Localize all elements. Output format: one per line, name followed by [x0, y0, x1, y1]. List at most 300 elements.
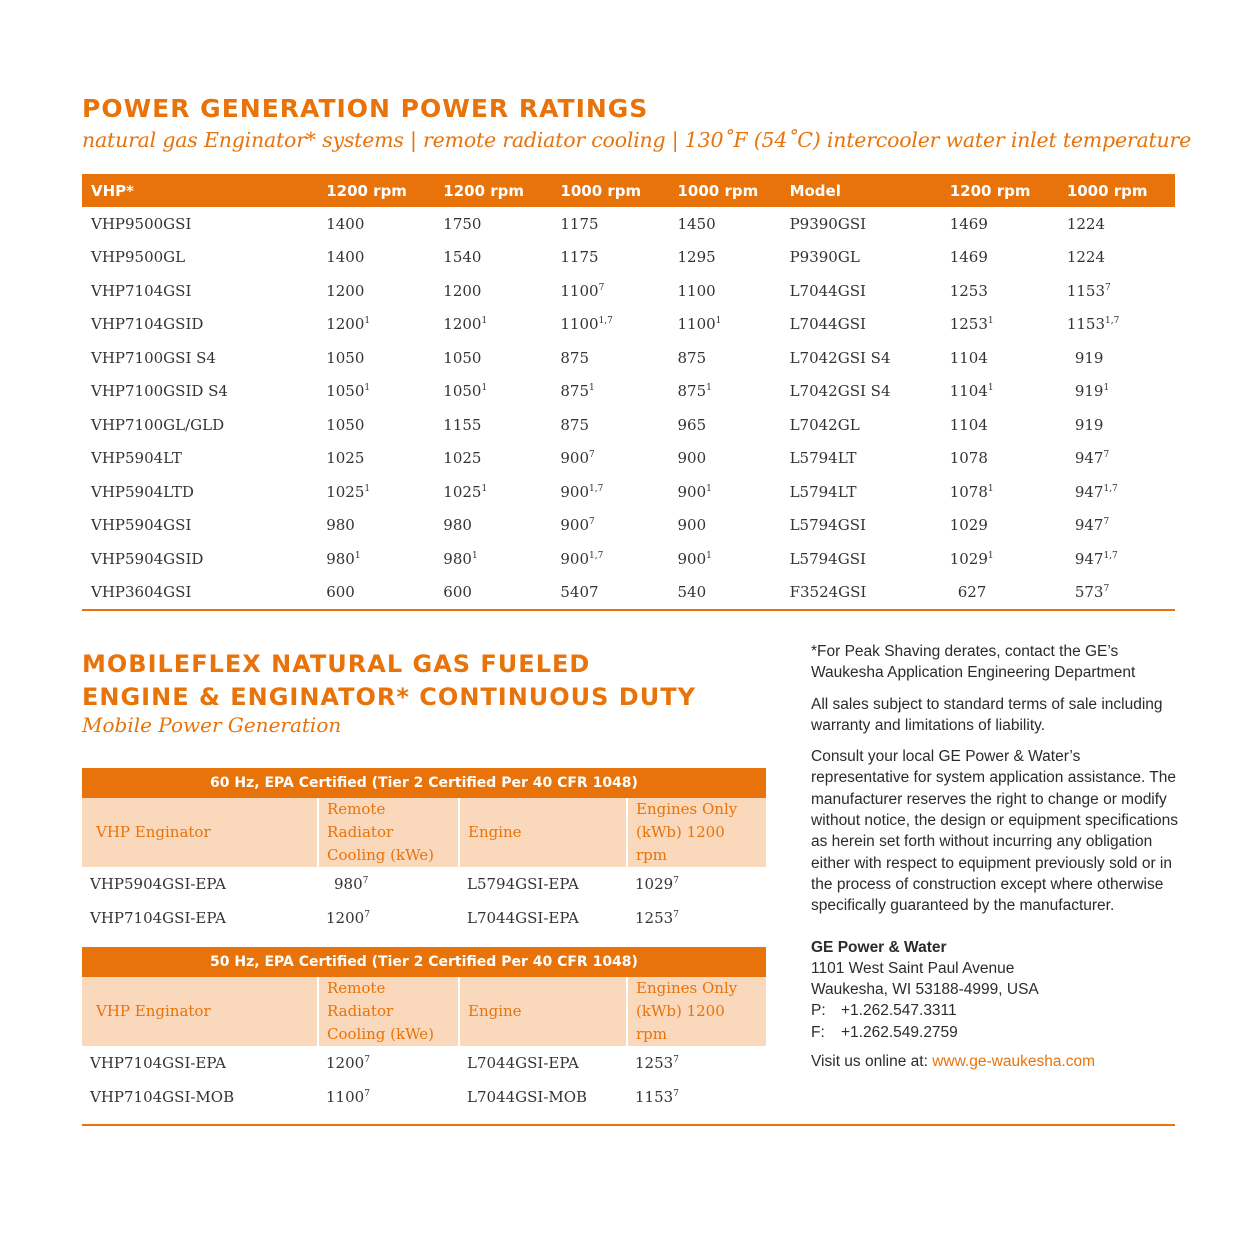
cell-vhp-model	[82, 308, 312, 342]
visit-line	[811, 1051, 1181, 1072]
cell-value: VHP9500GSI	[91, 214, 192, 233]
cell-remote-radiator-kwe	[318, 1080, 459, 1114]
fax-label: F:	[811, 1023, 825, 1041]
cell-value: 1175	[560, 248, 599, 267]
footnote-marker: 1,7	[1103, 550, 1118, 561]
table-title-row	[82, 947, 766, 977]
cell-model-1000rpm	[1058, 308, 1175, 342]
cell-vhp-1000rpm-a	[546, 475, 663, 509]
cell-value: L7044GSI-EPA	[467, 1054, 579, 1072]
footnote-marker: 7	[364, 1089, 370, 1099]
footnote-marker: 1	[364, 483, 371, 494]
cell-vhp-1200rpm-b	[429, 475, 546, 509]
cell-value: 919	[1074, 415, 1104, 434]
header-remote-radiator: Remote Radiator Cooling (kWe)	[318, 798, 459, 867]
cell-model-1200rpm	[941, 241, 1058, 275]
cell-value: 1104	[949, 415, 988, 434]
cell-vhp-1000rpm-a	[546, 375, 663, 409]
footnote-marker: 1	[715, 316, 722, 327]
header-engine: Engine	[459, 977, 627, 1046]
cell-model-1200rpm	[941, 274, 1058, 308]
cell-value: 980	[326, 516, 355, 535]
cell-value: 5407	[560, 583, 599, 601]
cell-value: L7042GSI S4	[789, 382, 891, 401]
power-ratings-table	[82, 174, 1175, 611]
fax-number: +1.262.549.2759	[841, 1023, 958, 1041]
cell-value: 1100	[677, 315, 716, 334]
cell-model-1000rpm	[1058, 241, 1175, 275]
header-1200rpm-a: 1200 rpm	[312, 174, 429, 207]
cell-value: 1100	[677, 281, 716, 300]
peak-shaving-note: *For Peak Shaving derates, contact the GE’s Waukesha Application Engineering Department	[811, 643, 1136, 682]
cell-vhp-1000rpm-b	[663, 207, 780, 241]
cell-model	[781, 241, 941, 275]
cell-value: 875	[560, 348, 590, 367]
cell-value: 1750	[443, 214, 482, 233]
cell-model-1200rpm	[941, 475, 1058, 509]
cell-vhp-model	[82, 542, 312, 576]
cell-model-1000rpm	[1058, 274, 1175, 308]
cell-value: 980	[334, 875, 363, 893]
cell-value: L5794GSI	[789, 549, 866, 568]
cell-value: P9390GSI	[789, 214, 867, 233]
sales-terms-note: All sales subject to standard terms of sale including warranty and limitations of liability.	[811, 695, 1163, 734]
footnote-marker: 7	[1103, 450, 1110, 461]
cell-model-1200rpm	[941, 207, 1058, 241]
cell-value: VHP7104GSI	[91, 281, 192, 300]
cell-value: 947	[1074, 482, 1104, 501]
cell-value: 1029	[635, 875, 674, 893]
footnote-marker: 1	[987, 316, 994, 327]
power-ratings-body	[82, 207, 1175, 610]
cell-model-1000rpm	[1058, 341, 1175, 375]
cell-value: VHP7100GL/GLD	[91, 415, 225, 434]
cell-vhp-model	[82, 576, 312, 610]
header-engine: Engine	[459, 798, 627, 867]
cell-model-1200rpm	[941, 408, 1058, 442]
footnote-marker: 1,7	[598, 316, 613, 327]
cell-vhp-1000rpm-a	[546, 308, 663, 342]
section-title-mobileflex	[82, 648, 696, 714]
cell-vhp-model	[82, 341, 312, 375]
cell-vhp-model	[82, 408, 312, 442]
footnote-marker: 7	[673, 1089, 679, 1099]
cell-value: 573	[1074, 583, 1104, 601]
cell-vhp-1000rpm-b	[663, 241, 780, 275]
table-row	[82, 576, 1175, 610]
cell-value: 627	[957, 583, 987, 601]
header-vhp: VHP*	[82, 174, 312, 207]
cell-engine	[459, 1046, 627, 1080]
table-row	[82, 308, 1175, 342]
cell-model-1000rpm	[1058, 475, 1175, 509]
cell-value: VHP7100GSI S4	[91, 348, 216, 367]
cell-value: 1175	[560, 214, 599, 233]
cell-model	[781, 475, 941, 509]
cell-vhp-1000rpm-a	[546, 274, 663, 308]
header-model: Model	[781, 174, 941, 207]
cell-vhp-enginator	[82, 867, 318, 901]
cell-model	[781, 408, 941, 442]
cell-value: 1540	[443, 248, 482, 267]
table-header-row	[82, 174, 1175, 207]
header-vhp-enginator: VHP Enginator	[82, 977, 318, 1046]
footnote-marker: 7	[1103, 584, 1110, 594]
table-row	[82, 542, 1175, 576]
header-1000rpm-b: 1000 rpm	[663, 174, 780, 207]
cell-value: 900	[677, 516, 707, 535]
footnote-marker: 1,7	[589, 483, 604, 494]
cell-value: 1450	[677, 214, 716, 233]
website-link[interactable]: www.ge-waukesha.com	[932, 1053, 1096, 1071]
table-row	[82, 375, 1175, 409]
cell-model-1000rpm	[1058, 542, 1175, 576]
cell-model-1000rpm	[1058, 442, 1175, 476]
cell-vhp-1200rpm-b	[429, 274, 546, 308]
cell-value: 1025	[326, 482, 365, 501]
cell-value: 900	[677, 549, 707, 568]
cell-value: 1253	[635, 909, 674, 927]
cell-model	[781, 341, 941, 375]
footnote-marker: 7	[364, 1055, 370, 1065]
cell-model-1000rpm	[1058, 509, 1175, 543]
cell-value: 1078	[949, 449, 988, 468]
cell-vhp-enginator	[82, 901, 318, 935]
cell-value: 1100	[326, 1088, 365, 1106]
consult-note: Consult your local GE Power & Water’s representative for system application assistance. The manufacturer reserves the right to change or modify without notice, the design or equipment specifications as herein set forth without incurring any obligation either with respect to equipment previously sold or in the process of construction except where otherwise specifically guaranteed by the manufacturer.	[811, 748, 1179, 915]
cell-value: L7042GSI S4	[789, 348, 891, 367]
cell-value: L7042GL	[789, 415, 860, 434]
notes-column	[811, 641, 1181, 1082]
cell-model	[781, 442, 941, 476]
table-row	[82, 241, 1175, 275]
cell-value: 1078	[949, 482, 988, 501]
footnote-marker: 1	[481, 483, 488, 494]
footnote-marker: 7	[598, 282, 605, 293]
cell-value: 1104	[949, 348, 988, 367]
cell-vhp-1200rpm-a	[312, 375, 429, 409]
cell-value: 875	[560, 415, 590, 434]
cell-vhp-model	[82, 241, 312, 275]
cell-engine	[459, 1080, 627, 1114]
cell-vhp-1000rpm-a	[546, 241, 663, 275]
footnote-marker: 7	[673, 1055, 679, 1065]
cell-value: 980	[443, 549, 472, 568]
cell-value: 900	[560, 516, 590, 535]
footnote-marker: 1	[987, 550, 994, 561]
cell-vhp-1200rpm-b	[429, 542, 546, 576]
cell-engines-only-kwb	[627, 1046, 766, 1080]
cell-value: 1200	[326, 281, 365, 300]
cell-vhp-1000rpm-a	[546, 542, 663, 576]
cell-vhp-1000rpm-a	[546, 408, 663, 442]
cell-engine	[459, 867, 627, 901]
cell-vhp-1000rpm-b	[663, 408, 780, 442]
cell-value: 1224	[1066, 248, 1105, 267]
cell-vhp-1000rpm-b	[663, 308, 780, 342]
cell-model	[781, 274, 941, 308]
cell-value: 1050	[443, 348, 482, 367]
header-model-1000rpm: 1000 rpm	[1058, 174, 1175, 207]
cell-model	[781, 509, 941, 543]
header-vhp-enginator: VHP Enginator	[82, 798, 318, 867]
cell-model-1200rpm	[941, 375, 1058, 409]
cell-vhp-1200rpm-b	[429, 408, 546, 442]
cell-vhp-1200rpm-b	[429, 308, 546, 342]
cell-vhp-1000rpm-b	[663, 274, 780, 308]
header-1200rpm-b: 1200 rpm	[429, 174, 546, 207]
fax-line	[811, 1022, 1181, 1043]
cell-vhp-1200rpm-b	[429, 241, 546, 275]
cell-value: 540	[677, 583, 707, 601]
cell-value: 1153	[1066, 281, 1105, 300]
cell-value: 1050	[443, 382, 482, 401]
cell-value: 1104	[949, 382, 988, 401]
company-name: GE Power & Water	[811, 938, 947, 956]
footnote-marker: 1	[364, 383, 371, 394]
cell-value: 1200	[326, 315, 365, 334]
table-row	[82, 341, 1175, 375]
cell-value: 1050	[326, 382, 365, 401]
cell-value: 1253	[635, 1054, 674, 1072]
cell-engines-only-kwb	[627, 867, 766, 901]
footnote-marker: 1	[471, 550, 478, 561]
cell-value: 1025	[443, 482, 482, 501]
footnote-marker: 7	[673, 876, 679, 886]
cell-value: F3524GSI	[789, 583, 867, 601]
table-row	[82, 408, 1175, 442]
cell-model-1000rpm	[1058, 207, 1175, 241]
phone-line	[811, 1000, 1181, 1021]
footnote-marker: 7	[362, 876, 369, 886]
footnote-marker: 1	[364, 316, 371, 327]
cell-model-1200rpm	[941, 509, 1058, 543]
table-title-60hz: 60 Hz, EPA Certified (Tier 2 Certified Per 40 CFR 1048)	[82, 768, 766, 798]
cell-vhp-1200rpm-a	[312, 341, 429, 375]
cell-model-1000rpm	[1058, 375, 1175, 409]
cell-value: 919	[1074, 382, 1104, 401]
cell-vhp-1000rpm-a	[546, 207, 663, 241]
cell-value: 1295	[677, 248, 716, 267]
section-subtitle-mobile: Mobile Power Generation	[82, 713, 342, 737]
cell-value: 1153	[1066, 315, 1105, 334]
footnote-marker: 7	[589, 450, 595, 461]
cell-value: 900	[560, 549, 590, 568]
cell-value: 1469	[949, 248, 988, 267]
cell-vhp-1000rpm-b	[663, 375, 780, 409]
mobile-table-60hz	[82, 768, 766, 935]
cell-vhp-1200rpm-a	[312, 542, 429, 576]
cell-value: VHP5904GSID	[91, 549, 204, 568]
cell-vhp-1200rpm-b	[429, 509, 546, 543]
cell-model-1000rpm	[1058, 408, 1175, 442]
cell-vhp-model	[82, 207, 312, 241]
cell-model-1200rpm	[941, 341, 1058, 375]
cell-model	[781, 308, 941, 342]
footnote-marker: 1	[987, 483, 994, 494]
table-row	[82, 207, 1175, 241]
cell-value: 1200	[443, 315, 482, 334]
cell-remote-radiator-kwe	[318, 867, 459, 901]
section-title-power-ratings: POWER GENERATION POWER RATINGS	[82, 94, 649, 123]
cell-value: VHP7100GSID S4	[91, 382, 228, 401]
cell-value: 1400	[326, 214, 365, 233]
section-subtitle-power-ratings: natural gas Enginator* systems | remote radiator cooling | 130˚F (54˚C) intercooler water inlet temperature	[82, 128, 1192, 152]
cell-value: 1153	[635, 1088, 674, 1106]
cell-model	[781, 576, 941, 610]
cell-value: 900	[560, 449, 590, 468]
cell-value: 1200	[443, 281, 482, 300]
cell-vhp-1200rpm-a	[312, 475, 429, 509]
cell-value: 1100	[560, 315, 599, 334]
table-row	[82, 475, 1175, 509]
cell-value: P9390GL	[789, 248, 860, 267]
cell-vhp-1200rpm-a	[312, 408, 429, 442]
table-header-row	[82, 798, 766, 867]
cell-value: 600	[326, 583, 355, 601]
cell-vhp-1200rpm-a	[312, 241, 429, 275]
cell-value: 1224	[1066, 214, 1105, 233]
mobile-table-50hz	[82, 947, 766, 1114]
cell-vhp-enginator	[82, 1046, 318, 1080]
footnote-marker: 1,7	[1105, 316, 1120, 327]
footnote-marker: 1	[706, 383, 712, 394]
section-title-line-1: MOBILEFLEX NATURAL GAS FUELED	[82, 650, 591, 678]
cell-vhp-model	[82, 509, 312, 543]
cell-value: 875	[560, 382, 590, 401]
cell-value: VHP5904GSI-EPA	[90, 875, 226, 893]
address-line-2: Waukesha, WI 53188-4999, USA	[811, 981, 1039, 999]
cell-value: L5794LT	[789, 449, 857, 468]
cell-vhp-1000rpm-b	[663, 341, 780, 375]
cell-model-1200rpm	[941, 542, 1058, 576]
cell-engines-only-kwb	[627, 1080, 766, 1114]
cell-vhp-1000rpm-b	[663, 442, 780, 476]
cell-value: VHP5904LTD	[91, 482, 194, 501]
cell-value: 980	[443, 516, 472, 535]
cell-value: 1029	[949, 549, 988, 568]
footnote-marker: 1	[987, 383, 994, 394]
cell-value: 1155	[443, 415, 482, 434]
cell-vhp-1200rpm-a	[312, 207, 429, 241]
cell-vhp-1000rpm-a	[546, 341, 663, 375]
cell-vhp-model	[82, 442, 312, 476]
cell-value: 1025	[326, 449, 365, 468]
mobile-table-60hz-body	[82, 867, 766, 935]
cell-remote-radiator-kwe	[318, 1046, 459, 1080]
cell-value: VHP5904LT	[91, 449, 182, 468]
cell-vhp-1200rpm-b	[429, 341, 546, 375]
table-header-row	[82, 977, 766, 1046]
cell-value: 947	[1074, 549, 1104, 568]
bottom-divider	[82, 1124, 1175, 1126]
footnote-marker: 7	[1103, 517, 1110, 528]
cell-value: 1200	[326, 909, 365, 927]
cell-model	[781, 375, 941, 409]
footnote-marker: 1	[589, 383, 595, 394]
cell-value: VHP5904GSI	[91, 516, 192, 535]
cell-model	[781, 542, 941, 576]
cell-value: VHP3604GSI	[91, 583, 192, 601]
cell-vhp-1000rpm-b	[663, 576, 780, 610]
footnote-marker: 7	[673, 910, 679, 920]
cell-vhp-1000rpm-b	[663, 509, 780, 543]
cell-model-1000rpm	[1058, 576, 1175, 610]
header-engines-only: Engines Only (kWb) 1200 rpm	[627, 977, 766, 1046]
cell-model	[781, 207, 941, 241]
cell-value: 875	[677, 382, 707, 401]
visit-label: Visit us online at:	[811, 1053, 933, 1071]
cell-vhp-1200rpm-b	[429, 442, 546, 476]
cell-model-1200rpm	[941, 308, 1058, 342]
footnote-marker: 1	[706, 550, 712, 561]
cell-value: L7044GSI	[789, 315, 866, 334]
cell-value: L7044GSI	[789, 281, 866, 300]
table-row	[82, 274, 1175, 308]
cell-model-1200rpm	[941, 576, 1058, 610]
cell-vhp-1200rpm-a	[312, 509, 429, 543]
cell-value: L7044GSI-MOB	[467, 1088, 588, 1106]
cell-vhp-model	[82, 475, 312, 509]
table-row	[82, 1080, 766, 1114]
cell-value: 900	[677, 482, 707, 501]
footnote-marker: 1	[481, 316, 488, 327]
cell-vhp-enginator	[82, 1080, 318, 1114]
cell-value: L7044GSI-EPA	[467, 909, 579, 927]
cell-remote-radiator-kwe	[318, 901, 459, 935]
cell-value: 947	[1074, 516, 1104, 535]
phone-number: +1.262.547.3311	[841, 1002, 957, 1020]
cell-value: 965	[677, 415, 707, 434]
footnote-marker: 1,7	[1103, 483, 1118, 494]
table-row	[82, 509, 1175, 543]
cell-vhp-1000rpm-a	[546, 509, 663, 543]
footnote-marker: 7	[1105, 282, 1111, 293]
section-title-line-2: ENGINE & ENGINATOR* CONTINUOUS DUTY	[82, 683, 696, 711]
cell-value: 1200	[326, 1054, 365, 1072]
cell-value: 1050	[326, 348, 365, 367]
table-title-50hz: 50 Hz, EPA Certified (Tier 2 Certified Per 40 CFR 1048)	[82, 947, 766, 977]
footnote-marker: 1	[1103, 383, 1110, 394]
cell-vhp-model	[82, 274, 312, 308]
cell-value: 1025	[443, 449, 482, 468]
cell-model-1200rpm	[941, 442, 1058, 476]
footnote-marker: 7	[364, 910, 370, 920]
header-remote-radiator: Remote Radiator Cooling (kWe)	[318, 977, 459, 1046]
cell-value: 1253	[949, 281, 988, 300]
table-row	[82, 867, 766, 901]
cell-vhp-1000rpm-a	[546, 576, 663, 610]
cell-value: VHP7104GSI-EPA	[90, 1054, 226, 1072]
cell-value: L5794LT	[789, 482, 857, 501]
cell-vhp-1000rpm-a	[546, 442, 663, 476]
cell-value: VHP7104GSID	[91, 315, 204, 334]
cell-value: 875	[677, 348, 707, 367]
cell-value: VHP9500GL	[91, 248, 186, 267]
phone-label: P:	[811, 1002, 826, 1020]
cell-vhp-1200rpm-a	[312, 274, 429, 308]
mobile-table-50hz-body	[82, 1046, 766, 1114]
cell-value: 900	[677, 449, 707, 468]
cell-vhp-1200rpm-a	[312, 442, 429, 476]
header-engines-only: Engines Only (kWb) 1200 rpm	[627, 798, 766, 867]
cell-value: VHP7104GSI-MOB	[90, 1088, 235, 1106]
footnote-marker: 1	[354, 550, 361, 561]
cell-vhp-1200rpm-b	[429, 375, 546, 409]
cell-vhp-1200rpm-b	[429, 207, 546, 241]
cell-value: 947	[1074, 449, 1104, 468]
cell-value: 1029	[949, 516, 988, 535]
